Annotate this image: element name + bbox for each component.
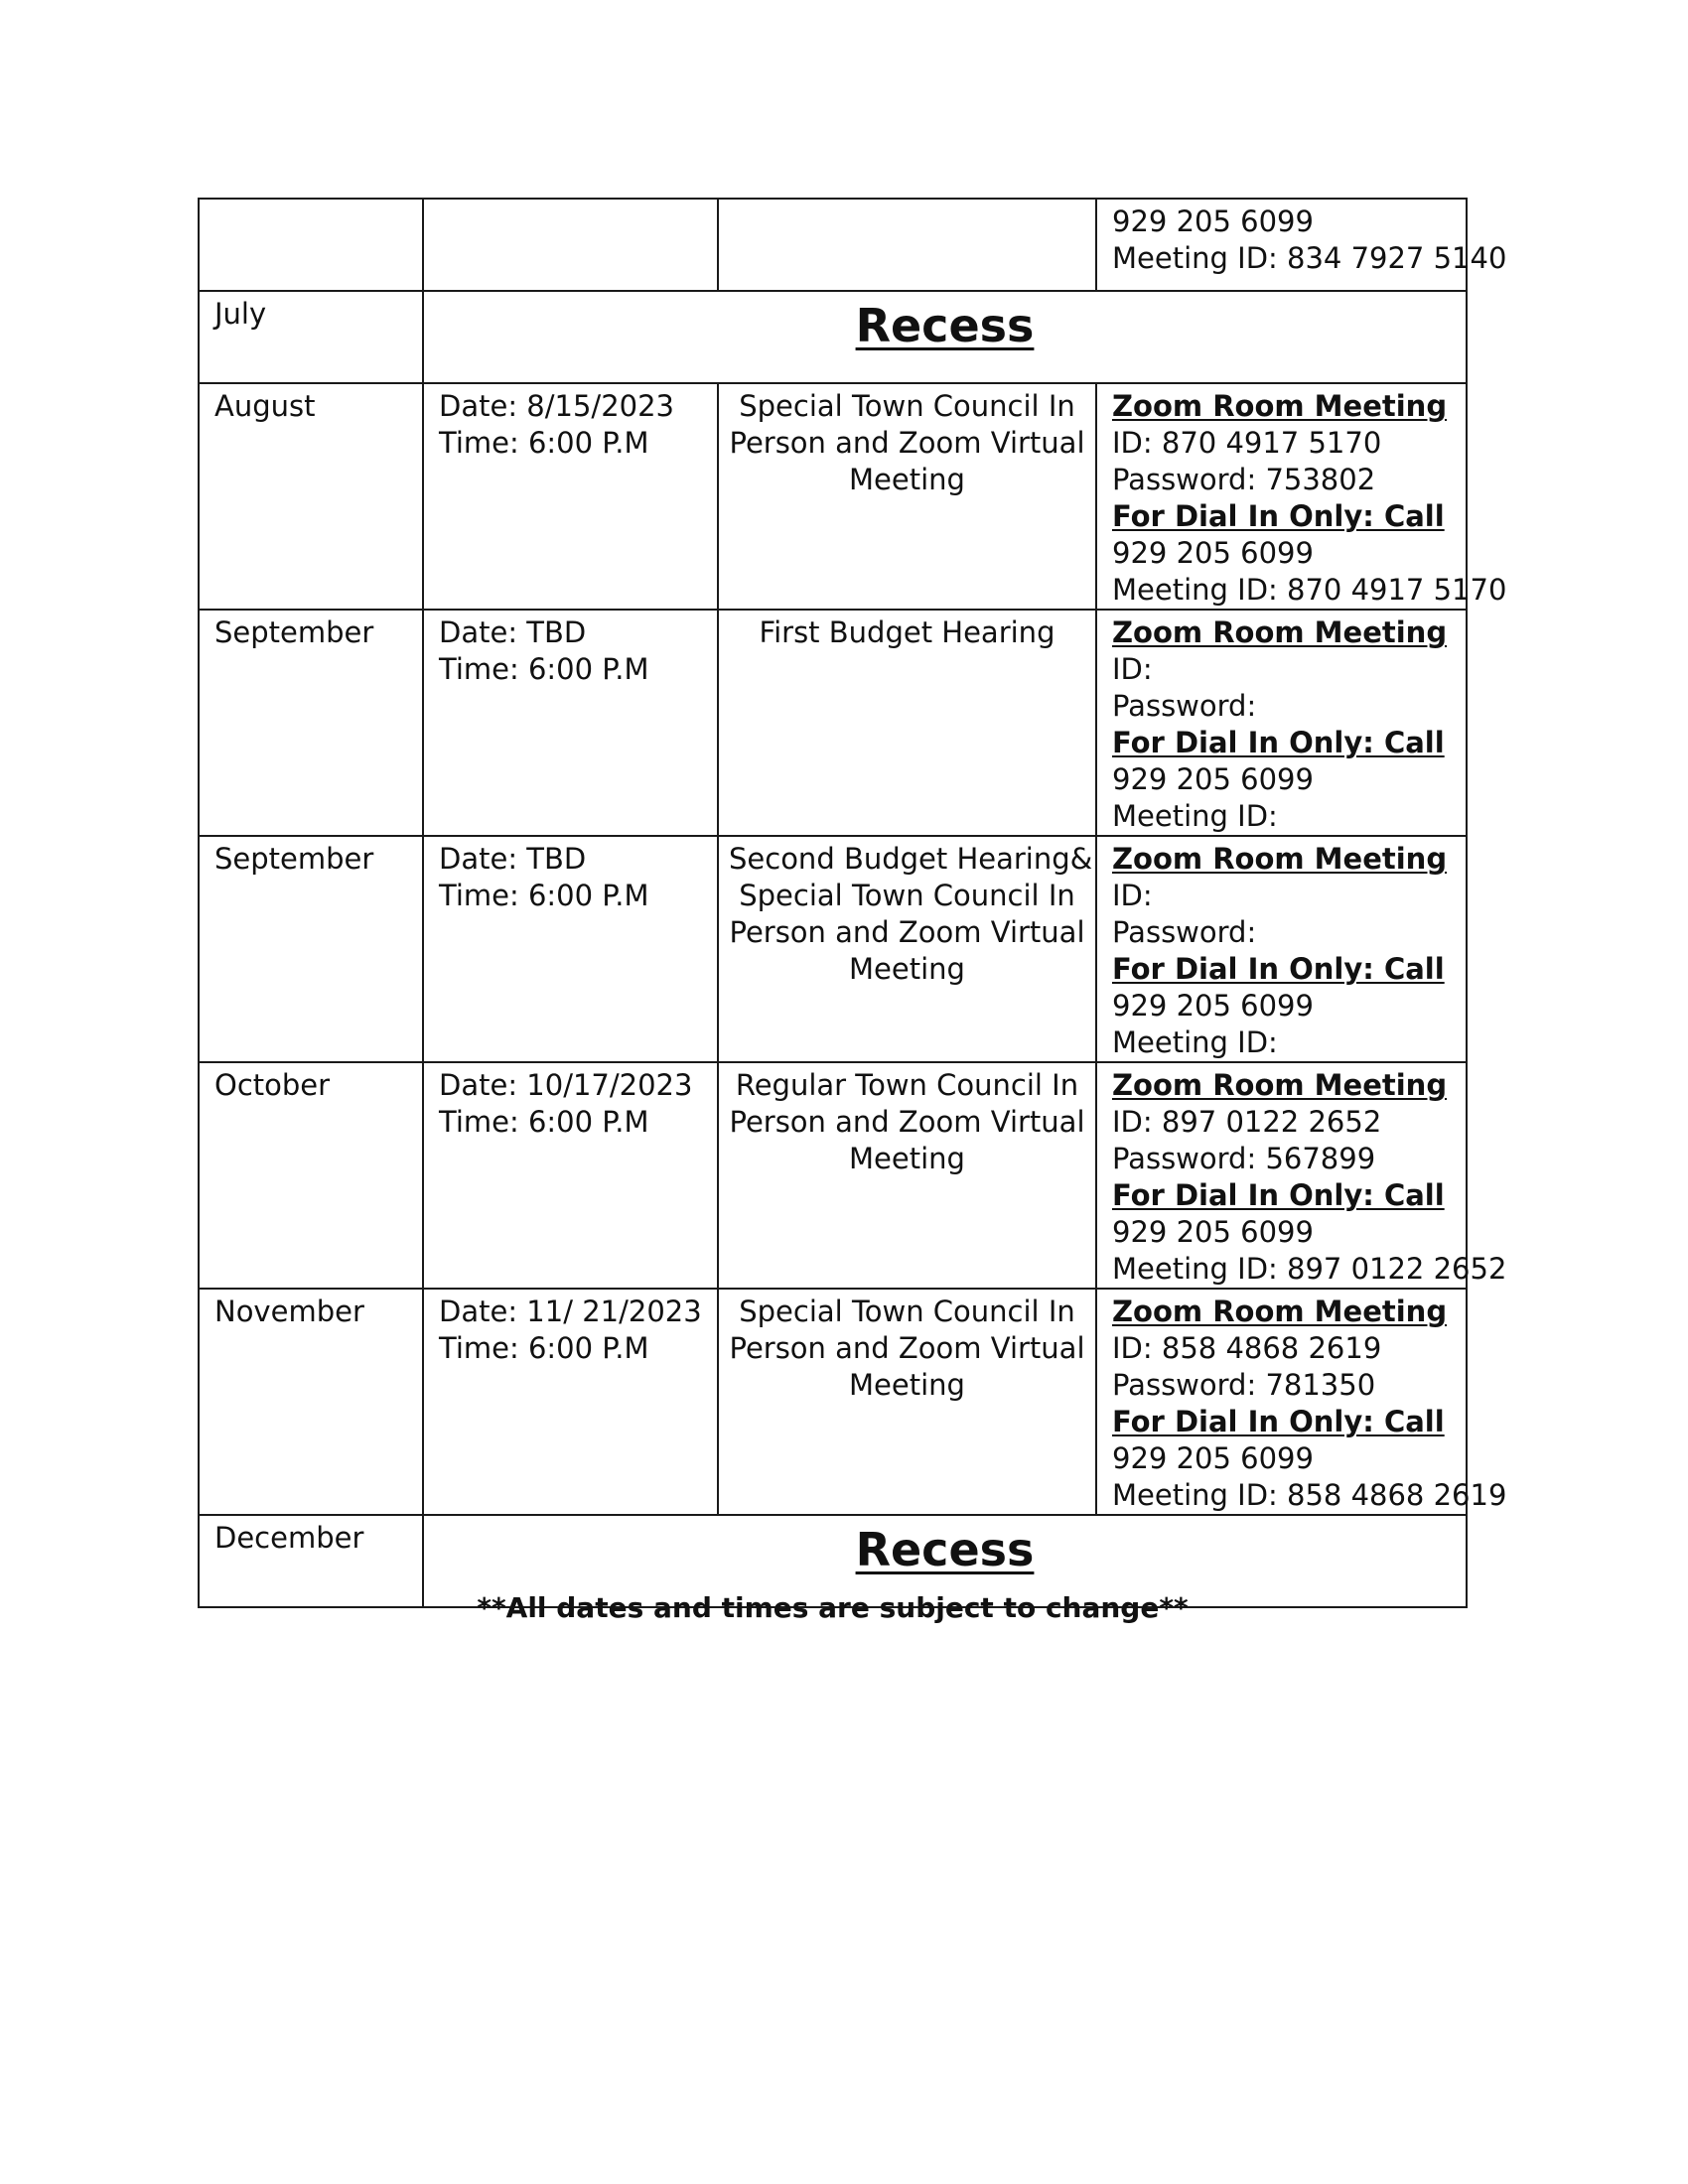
meeting-id: Meeting ID: — [1112, 1025, 1278, 1059]
month-cell: December — [199, 1515, 423, 1607]
meeting-type-line: Person and Zoom Virtual — [729, 1331, 1085, 1365]
month-cell: September — [199, 836, 423, 1062]
meeting-date: Date: TBD — [439, 842, 587, 876]
dial-number: 929 205 6099 — [1112, 989, 1314, 1023]
meeting-type-line: Special Town Council In — [739, 1295, 1075, 1328]
date-time-cell — [423, 836, 718, 1062]
dial-number: 929 205 6099 — [1112, 1215, 1314, 1249]
month-cell: July — [199, 291, 423, 383]
zoom-info-cell — [1096, 383, 1507, 610]
month-cell: August — [199, 383, 423, 610]
meeting-id: Meeting ID: 870 4917 5170 — [1112, 573, 1507, 607]
zoom-id: ID: 858 4868 2619 — [1112, 1331, 1382, 1365]
meeting-time: Time: 6:00 P.M — [439, 1105, 649, 1139]
recess-cell — [423, 291, 1467, 383]
dial-in-heading: For Dial In Only: Call — [1112, 1178, 1445, 1212]
meeting-type-line: Special Town Council In — [739, 389, 1075, 423]
meeting-time: Time: 6:00 P.M — [439, 879, 649, 912]
zoom-info-cell — [1096, 836, 1467, 1062]
recess-label: Recess — [855, 299, 1035, 352]
meeting-date: Date: 10/17/2023 — [439, 1068, 693, 1102]
month-cell: November — [199, 1289, 423, 1515]
dial-number: 929 205 6099 — [1112, 536, 1314, 570]
table-row-meeting — [199, 610, 1467, 836]
table-row-continued — [199, 199, 1467, 291]
zoom-id: ID: 897 0122 2652 — [1112, 1105, 1382, 1139]
meeting-id: Meeting ID: 834 7927 5140 — [1112, 241, 1507, 275]
zoom-password: Password: — [1112, 689, 1257, 723]
meeting-type-line: Person and Zoom Virtual — [729, 1105, 1085, 1139]
table-row-meeting — [199, 1289, 1467, 1515]
date-time-cell — [423, 1062, 718, 1289]
recess-label: Recess — [855, 1523, 1035, 1576]
zoom-room-heading: Zoom Room Meeting — [1112, 389, 1448, 423]
zoom-room-heading: Zoom Room Meeting — [1112, 842, 1448, 876]
meeting-type-line: Meeting — [849, 1368, 965, 1402]
zoom-password: Password: 753802 — [1112, 463, 1376, 496]
zoom-info-cell — [1096, 1062, 1507, 1289]
zoom-password: Password: 781350 — [1112, 1368, 1376, 1402]
meeting-id: Meeting ID: 897 0122 2652 — [1112, 1252, 1507, 1286]
table-row-meeting — [199, 383, 1467, 610]
meeting-type-line: First Budget Hearing — [759, 615, 1055, 649]
zoom-password: Password: — [1112, 915, 1257, 949]
table-row-july — [199, 291, 1467, 383]
meeting-type-line: Person and Zoom Virtual — [729, 915, 1085, 949]
zoom-password: Password: 567899 — [1112, 1142, 1376, 1175]
dial-in-heading: For Dial In Only: Call — [1112, 1405, 1445, 1438]
zoom-id: ID: — [1112, 879, 1153, 912]
meeting-date: Date: TBD — [439, 615, 587, 649]
meeting-schedule-table — [198, 198, 1507, 1608]
meeting-type-line: Meeting — [849, 1142, 965, 1175]
meeting-type-cell — [718, 383, 1096, 610]
meeting-type-cell — [718, 1289, 1096, 1515]
meeting-type-cell — [718, 610, 1096, 836]
table-row-meeting — [199, 836, 1467, 1062]
date-time-cell — [423, 383, 718, 610]
meeting-date: Date: 11/ 21/2023 — [439, 1295, 702, 1328]
meeting-time: Time: 6:00 P.M — [439, 652, 649, 686]
meeting-id: Meeting ID: 858 4868 2619 — [1112, 1478, 1507, 1512]
dial-number: 929 205 6099 — [1112, 205, 1314, 238]
meeting-date: Date: 8/15/2023 — [439, 389, 674, 423]
zoom-cell-continued — [1096, 199, 1507, 291]
month-cell-empty — [199, 199, 423, 291]
date-time-cell — [423, 1289, 718, 1515]
zoom-room-heading: Zoom Room Meeting — [1112, 1295, 1448, 1328]
meeting-type-line: Person and Zoom Virtual — [729, 426, 1085, 460]
meeting-id: Meeting ID: — [1112, 799, 1278, 833]
month-cell: October — [199, 1062, 423, 1289]
date-time-cell — [423, 610, 718, 836]
schedule-disclaimer: **All dates and times are subject to change** — [477, 1591, 1189, 1624]
meeting-type-cell — [718, 1062, 1096, 1289]
dial-number: 929 205 6099 — [1112, 762, 1314, 796]
zoom-id: ID: 870 4917 5170 — [1112, 426, 1382, 460]
zoom-room-heading: Zoom Room Meeting — [1112, 1068, 1448, 1102]
zoom-info-cell — [1096, 610, 1467, 836]
dial-in-heading: For Dial In Only: Call — [1112, 952, 1445, 986]
zoom-info-cell — [1096, 1289, 1507, 1515]
zoom-room-heading: Zoom Room Meeting — [1112, 615, 1448, 649]
month-cell: September — [199, 610, 423, 836]
table-row-meeting — [199, 1062, 1467, 1289]
meeting-time: Time: 6:00 P.M — [439, 426, 649, 460]
dial-number: 929 205 6099 — [1112, 1441, 1314, 1475]
date-cell-empty — [423, 199, 718, 291]
meeting-type-line: Meeting — [849, 463, 965, 496]
zoom-id: ID: — [1112, 652, 1153, 686]
type-cell-empty — [718, 199, 1096, 291]
meeting-type-cell — [718, 836, 1096, 1062]
dial-in-heading: For Dial In Only: Call — [1112, 499, 1445, 533]
meeting-type-line: Second Budget Hearing& — [729, 842, 1093, 876]
meeting-type-line: Special Town Council In — [739, 879, 1075, 912]
dial-in-heading: For Dial In Only: Call — [1112, 726, 1445, 759]
meeting-time: Time: 6:00 P.M — [439, 1331, 649, 1365]
meeting-type-line: Meeting — [849, 952, 965, 986]
meeting-type-line: Regular Town Council In — [735, 1068, 1079, 1102]
